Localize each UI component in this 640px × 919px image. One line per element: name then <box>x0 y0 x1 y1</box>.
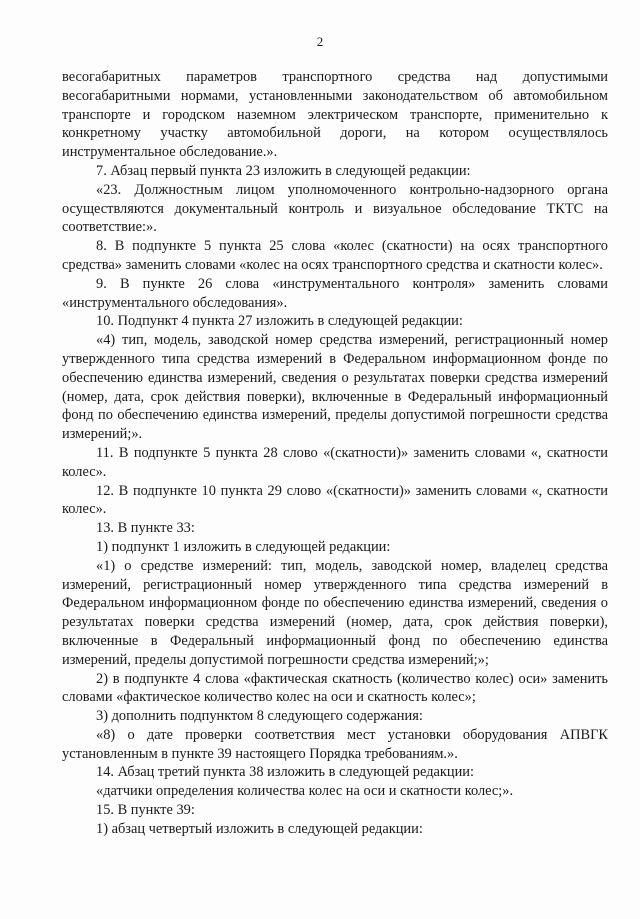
paragraph-subitem-1: 1) подпункт 1 изложить в следующей редакции: <box>96 538 391 555</box>
paragraph-item-7: 7. Абзац первый пункта 23 изложить в следующей редакции: <box>96 162 471 179</box>
paragraph-item-8: 8. В подпункте 5 пункта 25 слова «колес (скатности) на осях транспортного средства» заменить словами «колес на осях транспортного средства и скатности колес». <box>62 238 608 273</box>
paragraph-item-12: 12. В подпункте 10 пункта 29 слово «(скатности)» заменить словами «, скатности колес». <box>62 482 608 518</box>
document-body <box>62 68 608 839</box>
paragraph-continuation: весогабаритных параметров транспортного средства над допустимыми весогабаритными нормами, установленными законодательством об автомобильном транспорте и городском наземном электрическом транспорте, применительно к конкретному участку автомобильной дороги, на котором осуществлялось инструментальное обследование.». <box>62 69 608 161</box>
page-number: 2 <box>316 34 324 49</box>
paragraph-quote-4: «4) тип, модель, заводской номер средства измерений, регистрационный номер утвержденного типа средства измерений в Федеральном информационном фонде по обеспечению единства измерений, сведения о результатах поверки средства измерений (номер, дата, срок действия поверки), включенные в Федеральный информационный фонд по обеспечению единства измерений, пределы допустимой погрешности средства измерений;». <box>62 332 608 443</box>
paragraph-quote-1: «1) о средстве измерений: тип, модель, заводской номер, владелец средства измерений, регистрационный номер утвержденного типа средства измерений в Федеральном информационном фонде по обеспечению единства измерений, сведения о результатах поверки средства измерений (номер, дата, срок действия поверки), включенные в Федеральный информационный фонд по обеспечению единства измерений, пределы допустимой погрешности средства измерений;»; <box>62 557 608 668</box>
paragraph-item-14: 14. Абзац третий пункта 38 изложить в следующей редакции: <box>96 764 474 781</box>
paragraph-item-9: 9. В пункте 26 слова «инструментального контроля» заменить словами «инструментального обследования». <box>62 275 608 311</box>
paragraph-item-11: 11. В подпункте 5 пункта 28 слово «(скатности)» заменить словами «, скатности колес». <box>62 444 608 480</box>
paragraph-quote-sensors: «датчики определения количества колес на оси и скатности колес;». <box>96 783 514 800</box>
paragraph-subitem-1-fourth-para: 1) абзац четвертый изложить в следующей редакции: <box>96 820 423 837</box>
paragraph-item-13: 13. В пункте 33: <box>96 520 195 537</box>
paragraph-item-15: 15. В пункте 39: <box>96 802 195 819</box>
paragraph-subitem-2: 2) в подпункте 4 слова «фактическая скатность (количество колес) оси» заменить словами «фактическое количество колес на оси и скатность колес»; <box>62 670 608 706</box>
paragraph-quote-8: «8) о дате проверки соответствия мест установки оборудования АПВГК установленным в пункте 39 настоящего Порядка требованиям.». <box>62 726 608 762</box>
paragraph-item-10: 10. Подпункт 4 пункта 27 изложить в следующей редакции: <box>96 313 463 330</box>
paragraph-subitem-3: 3) дополнить подпунктом 8 следующего содержания: <box>96 708 423 725</box>
paragraph-quote-23: «23. Должностным лицом уполномоченного контрольно-надзорного органа осуществляются документальный контроль и визуальное обследование ТКТС на соответствие:». <box>62 181 608 236</box>
